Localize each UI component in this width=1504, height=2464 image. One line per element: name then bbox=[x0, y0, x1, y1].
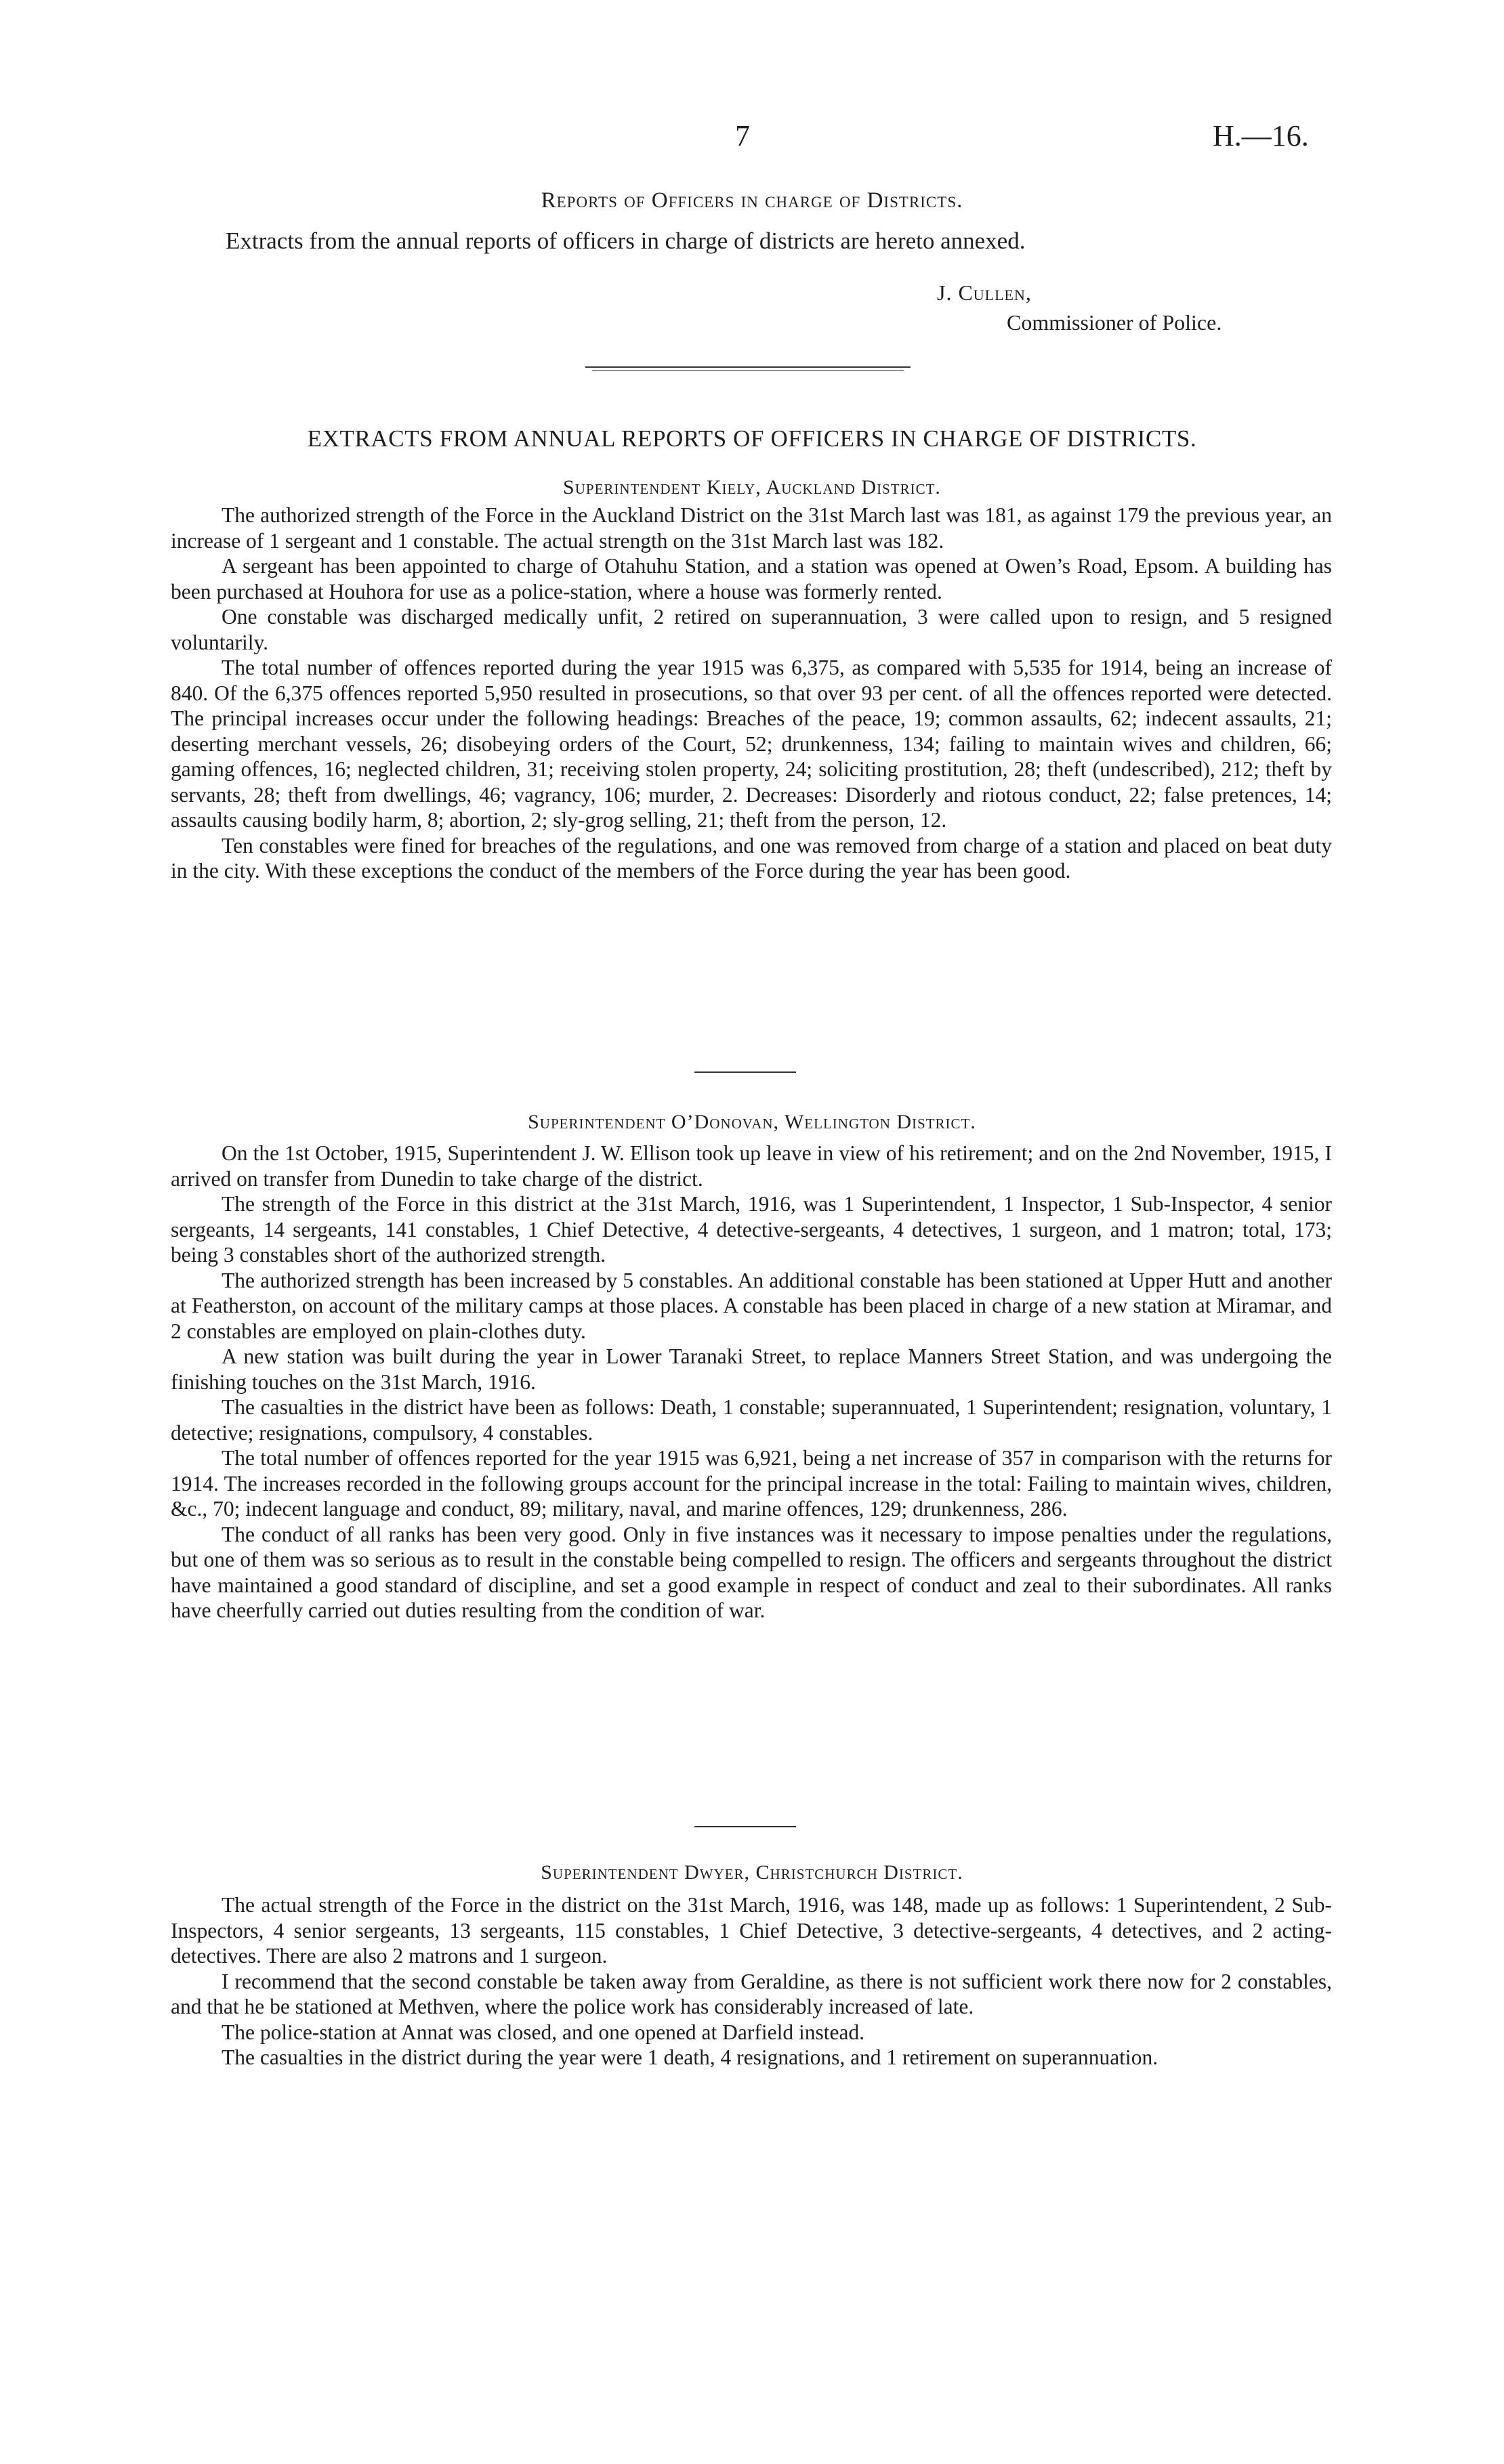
reports-heading: Reports of Officers in charge of Districts. bbox=[541, 188, 963, 213]
divider-rule bbox=[585, 366, 911, 368]
extracts-title: EXTRACTS FROM ANNUAL REPORTS OF OFFICERS IN CHARGE OF DISTRICTS. bbox=[307, 425, 1197, 452]
section-auckland bbox=[171, 503, 1332, 884]
divider-rule bbox=[694, 1826, 796, 1827]
paragraph: The casualties in the district have been as follows: Death, 1 constable; superannuated, 1 Superintendent; resignation, voluntary, 1 detective; resignations, compulsory, 4 constables. bbox=[171, 1395, 1332, 1445]
paragraph: A new station was built during the year in Lower Taranaki Street, to replace Manners Street Station, and was undergoing the finishing touches on the 31st March, 1916. bbox=[171, 1344, 1332, 1394]
intro-text: Extracts from the annual reports of officers in charge of districts are hereto annexed. bbox=[226, 228, 1026, 254]
paragraph: The strength of the Force in this district at the 31st March, 1916, was 1 Superintendent, 1 Inspector, 1 Sub-Inspector, 4 senior sergeants, 14 sergeants, 141 constables, 1 Chief Detective, 4 detective-sergeants, 4 detectives, 1 surgeon, and 1 matron; total, 173; being 3 constables short of the authorized strength. bbox=[171, 1192, 1332, 1267]
paragraph: The authorized strength of the Force in the Auckland District on the 31st March last was 181, as against 179 the previous year, an increase of 1 sergeant and 1 constable. The actual strength on the 31st March last was 182. bbox=[171, 503, 1332, 553]
signature-title: Commissioner of Police. bbox=[1007, 310, 1222, 335]
document-reference: H.—16. bbox=[1213, 119, 1309, 152]
paragraph: The total number of offences reported for the year 1915 was 6,921, being a net increase of 357 in comparison with the returns for 1914. The increases recorded in the following groups account for the principal increase in the total: Failing to maintain wives, children, &c., 70; indecent language and conduct, 89; military, naval, and marine offences, 129; drunkenness, 286. bbox=[171, 1446, 1332, 1521]
paragraph: The conduct of all ranks has been very good. Only in five instances was it necessary to impose penalties under the regulations, but one of them was so serious as to result in the constable being compelled to resign. The officers and sergeants throughout the district have maintained a good standard of discipline, and set a good example in respect of conduct and zeal to their subordinates. All ranks have cheerfully carried out duties resulting from the condition of war. bbox=[171, 1522, 1332, 1622]
paragraph: The actual strength of the Force in the district on the 31st March, 1916, was 148, made up as follows: 1 Superintendent, 2 Sub-Inspectors, 4 senior sergeants, 13 sergeants, 115 constables, 1 Chief Detective, 3 detective-sergeants, 4 detectives, and 2 acting-detectives. There are also 2 matrons and 1 surgeon. bbox=[171, 1893, 1332, 1968]
paragraph: The police-station at Annat was closed, and one opened at Darfield instead. bbox=[222, 2020, 865, 2044]
section-heading-auckland: Superintendent Kiely, Auckland District. bbox=[563, 476, 941, 498]
paragraph: I recommend that the second constable be taken away from Geraldine, as there is not sufficient work there now for 2 constables, and that he be stationed at Methven, where the police work has considerably increased of late. bbox=[171, 1969, 1332, 2018]
paragraph: On the 1st October, 1915, Superintendent J. W. Ellison took up leave in view of his retirement; and on the 2nd November, 1915, I arrived on transfer from Dunedin to take charge of the district. bbox=[171, 1141, 1332, 1191]
paragraph: The casualties in the district during the year were 1 death, 4 resignations, and 1 retirement on superannuation. bbox=[222, 2045, 1158, 2069]
section-heading-christchurch: Superintendent Dwyer, Christchurch District. bbox=[541, 1861, 963, 1884]
paragraph: One constable was discharged medically unfit, 2 retired on superannuation, 3 were called upon to resign, and 5 resigned voluntarily. bbox=[171, 605, 1332, 654]
divider-rule bbox=[592, 370, 904, 371]
section-christchurch bbox=[171, 1892, 1332, 2070]
section-wellington bbox=[171, 1141, 1332, 1623]
signature-name: J. Cullen, bbox=[937, 280, 1032, 305]
paragraph: Ten constables were fined for breaches of the regulations, and one was removed from charge of a station and placed on beat duty in the city. With these exceptions the conduct of the members of the Force during the year has been good. bbox=[171, 833, 1332, 883]
paragraph: The total number of offences reported during the year 1915 was 6,375, as compared with 5,535 for 1914, being an increase of 840. Of the 6,375 offences reported 5,950 resulted in prosecutions, so that over 93 per cent. of all the offences reported were detected. The principal increases occur under the following headings: Breaches of the peace, 19; common assaults, 62; indecent assaults, 21; deserting merchant vessels, 26; disobeying orders of the Court, 52; drunkenness, 134; failing to maintain wives and children, 66; gaming offences, 16; neglected children, 31; receiving stolen property, 24; soliciting prostitution, 28; theft (undescribed), 212; theft by servants, 28; theft from dwellings, 46; vagrancy, 106; murder, 2. Decreases: Disorderly and riotous conduct, 22; false pretences, 14; assaults causing bodily harm, 8; abortion, 2; sly-grog selling, 21; theft from the person, 12. bbox=[171, 656, 1332, 832]
paragraph: A sergeant has been appointed to charge of Otahuhu Station, and a station was opened at Owen’s Road, Epsom. A building has been purchased at Houhora for use as a police-station, where a house was formerly rented. bbox=[171, 554, 1332, 603]
paragraph: The authorized strength has been increased by 5 constables. An additional constable has been stationed at Upper Hutt and another at Featherston, on account of the military camps at those places. A constable has been placed in charge of a new station at Miramar, and 2 constables are employed on plain-clothes duty. bbox=[171, 1268, 1332, 1343]
divider-rule bbox=[694, 1071, 796, 1073]
page-number: 7 bbox=[735, 119, 750, 152]
section-heading-wellington: Superintendent O’Donovan, Wellington District. bbox=[528, 1111, 976, 1133]
